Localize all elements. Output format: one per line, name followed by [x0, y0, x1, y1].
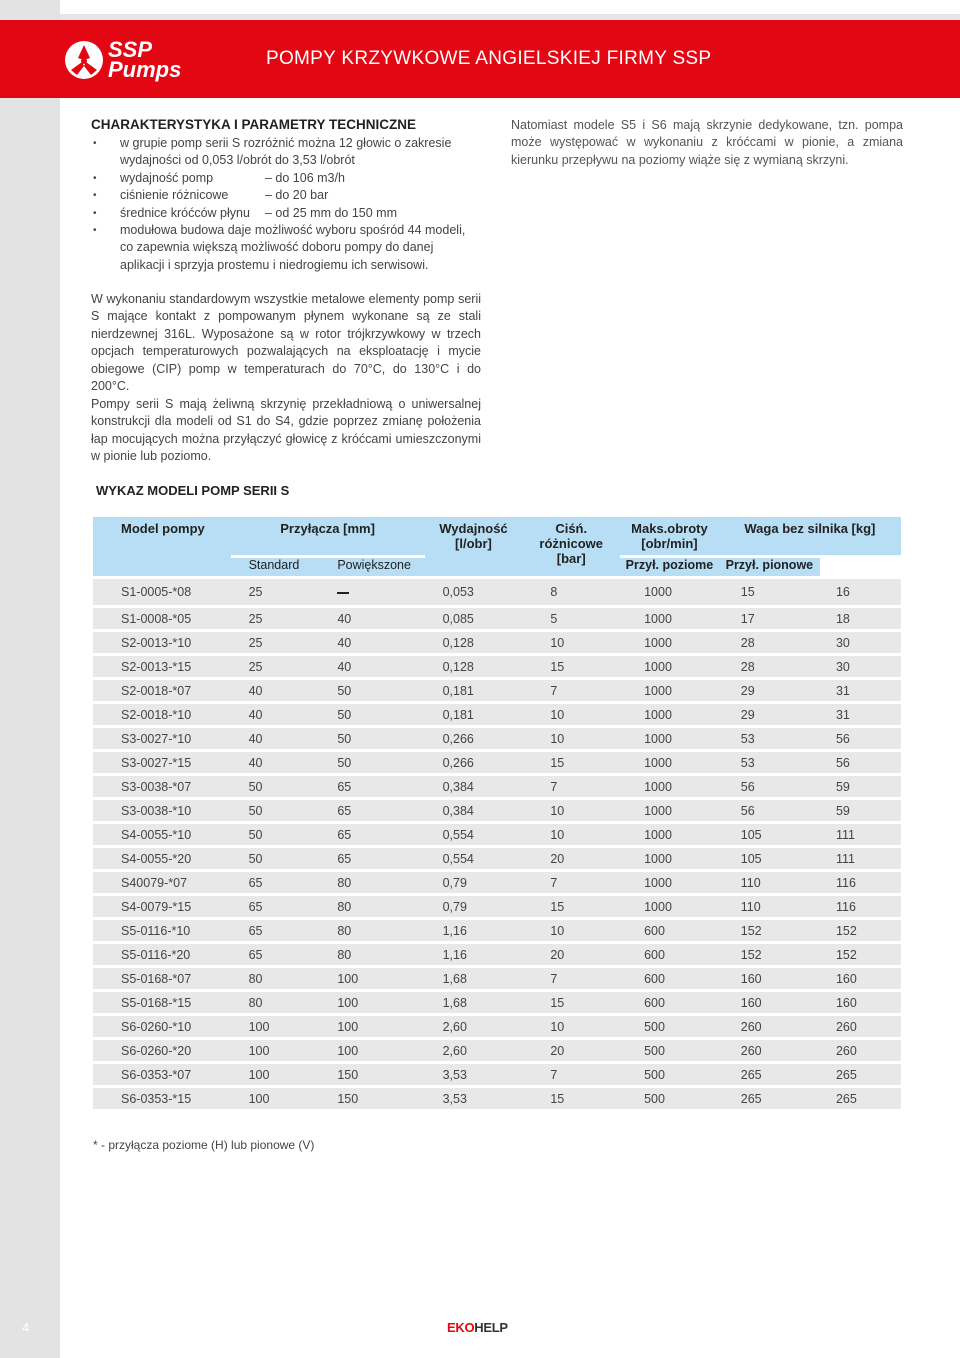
table-row	[93, 752, 901, 773]
spec-value: – do 106 m3/h	[265, 170, 345, 185]
cell-weight-horizontal: 160	[719, 992, 820, 1013]
logo-text-line1: SSP	[108, 37, 153, 62]
cell-standard: 80	[231, 968, 320, 989]
cell-model: S2-0013-*15	[93, 656, 231, 677]
table-row	[93, 1016, 901, 1037]
characteristics-title: CHARAKTERYSTYKA I PARAMETRY TECHNICZNE	[91, 117, 417, 132]
cell-pressure: 10	[522, 920, 620, 941]
paragraph-standard: W wykonaniu standardowym wszystkie metalowe elementy pomp serii S mające kontakt z pompowanym płynem wykonane są ze stali nierdzewnej 316L. Wyposażone są w rotor trójkrzywkowy w trzech opcjach temperaturowych pozwalających na eksploatację i mycie obiegowe (CIP) pomp w temperaturach do 70°C, do 130°C i do 200°C.	[91, 292, 481, 394]
ssp-pumps-logo	[64, 37, 194, 90]
cell-pressure: 8	[522, 579, 620, 605]
page-title: POMPY KRZYWKOWE ANGIELSKIEJ FIRMY SSP	[266, 48, 712, 69]
table-header-row	[93, 517, 901, 555]
cell-speed: 500	[620, 1016, 719, 1037]
table-row	[93, 704, 901, 725]
logo-text	[108, 37, 182, 82]
cell-weight-horizontal: 105	[719, 848, 820, 869]
cell-capacity: 0,384	[425, 800, 523, 821]
cell-weight-horizontal: 265	[719, 1064, 820, 1085]
cell-speed: 1000	[620, 776, 719, 797]
cell-model: S6-0260-*20	[93, 1040, 231, 1061]
cell-speed: 500	[620, 1040, 719, 1061]
cell-pressure: 15	[522, 656, 620, 677]
cell-enlarged: 150	[319, 1088, 424, 1109]
cell-speed: 500	[620, 1088, 719, 1109]
cell-speed: 1000	[620, 848, 719, 869]
ekohelp-logo	[447, 1320, 508, 1335]
cell-speed: 1000	[620, 608, 719, 629]
table-row	[93, 920, 901, 941]
cell-capacity: 0,181	[425, 704, 523, 725]
cell-model: S4-0079-*15	[93, 896, 231, 917]
list-item	[91, 187, 481, 204]
cell-model: S1-0008-*05	[93, 608, 231, 629]
cell-standard: 50	[231, 776, 320, 797]
cell-model: S5-0168-*07	[93, 968, 231, 989]
cell-standard: 40	[231, 704, 320, 725]
cell-standard: 25	[231, 579, 320, 605]
cell-weight-vertical: 18	[820, 608, 901, 629]
cell-model: S1-0005-*08	[93, 579, 231, 605]
cell-capacity: 0,053	[425, 579, 523, 605]
spec-text: w grupie pomp serii S rozróżnić można 12 głowic o zakresie wydajności od 0,053 l/obrót do 3,53 l/obrót	[120, 136, 452, 168]
table-row	[93, 944, 901, 965]
cell-standard: 50	[231, 800, 320, 821]
col-speed: Maks.obroty [obr/min]	[620, 517, 719, 555]
cell-weight-vertical: 31	[820, 704, 901, 725]
cell-weight-horizontal: 29	[719, 680, 820, 701]
cell-capacity: 0,085	[425, 608, 523, 629]
models-table	[93, 514, 901, 1112]
cell-enlarged: 150	[319, 1064, 424, 1085]
spec-value: – do 20 bar	[265, 188, 329, 203]
col-standard: Standard	[231, 558, 320, 576]
cell-standard: 40	[231, 752, 320, 773]
cell-enlarged: 100	[319, 1016, 424, 1037]
cell-enlarged: 40	[319, 608, 424, 629]
cell-weight-vertical: 56	[820, 752, 901, 773]
cell-model: S6-0353-*07	[93, 1064, 231, 1085]
table-row	[93, 1064, 901, 1085]
cell-standard: 50	[231, 848, 320, 869]
col-capacity: Wydajność [l/obr]	[425, 517, 523, 576]
logo-text-line2: Pumps	[108, 57, 182, 82]
cell-capacity: 0,384	[425, 776, 523, 797]
cell-pressure: 20	[522, 944, 620, 965]
cell-enlarged: 50	[319, 728, 424, 749]
cell-enlarged: 80	[319, 920, 424, 941]
list-item	[91, 205, 481, 222]
cell-standard: 40	[231, 728, 320, 749]
cell-speed: 1000	[620, 872, 719, 893]
cell-pressure: 20	[522, 848, 620, 869]
cell-pressure: 15	[522, 896, 620, 917]
left-sidebar-band	[0, 0, 60, 1358]
cell-weight-horizontal: 152	[719, 920, 820, 941]
cell-weight-horizontal: 110	[719, 872, 820, 893]
list-item	[91, 135, 481, 170]
cell-weight-vertical: 111	[820, 824, 901, 845]
cell-pressure: 5	[522, 608, 620, 629]
cell-capacity: 1,68	[425, 992, 523, 1013]
list-item	[91, 222, 481, 274]
cell-pressure: 10	[522, 1016, 620, 1037]
cell-capacity: 0,128	[425, 632, 523, 653]
cell-weight-vertical: 116	[820, 872, 901, 893]
cell-speed: 600	[620, 968, 719, 989]
cell-model: S2-0018-*10	[93, 704, 231, 725]
cell-standard: 100	[231, 1016, 320, 1037]
cell-weight-horizontal: 152	[719, 944, 820, 965]
cell-enlarged: 40	[319, 632, 424, 653]
cell-weight-vertical: 16	[820, 579, 901, 605]
cell-capacity: 0,79	[425, 872, 523, 893]
cell-weight-horizontal: 260	[719, 1016, 820, 1037]
cell-model: S6-0260-*10	[93, 1016, 231, 1037]
cell-weight-horizontal: 53	[719, 728, 820, 749]
table-row	[93, 680, 901, 701]
col-weight: Waga bez silnika [kg]	[719, 517, 901, 555]
col-weight-vertical: Przył. pionowe	[719, 558, 820, 576]
cell-standard: 65	[231, 944, 320, 965]
cell-enlarged: 65	[319, 800, 424, 821]
cell-enlarged: 100	[319, 968, 424, 989]
cell-weight-horizontal: 105	[719, 824, 820, 845]
list-item	[91, 170, 481, 187]
cell-weight-horizontal: 53	[719, 752, 820, 773]
table-row	[93, 1040, 901, 1061]
cell-model: S2-0018-*07	[93, 680, 231, 701]
ssp-pump-icon	[64, 40, 104, 80]
cell-standard: 25	[231, 632, 320, 653]
cell-enlarged: 80	[319, 896, 424, 917]
cell-speed: 600	[620, 992, 719, 1013]
cell-enlarged: 80	[319, 944, 424, 965]
col-enlarged: Powiększone	[319, 558, 424, 576]
cell-speed: 1000	[620, 752, 719, 773]
col-weight-horizontal: Przył. poziome	[620, 558, 719, 576]
cell-pressure: 15	[522, 992, 620, 1013]
cell-speed: 500	[620, 1064, 719, 1085]
cell-pressure: 7	[522, 968, 620, 989]
right-column-text: Natomiast modele S5 i S6 mają skrzynie dedykowane, tzn. pompa może występować w wykonaniu z króćcami w pionie, a zmiana kierunku przepływu na poziomy wiąże się z wymianą skrzyni.	[511, 118, 903, 167]
cell-pressure: 10	[522, 824, 620, 845]
cell-standard: 50	[231, 824, 320, 845]
cell-weight-vertical: 265	[820, 1064, 901, 1085]
cell-weight-horizontal: 56	[719, 800, 820, 821]
cell-capacity: 2,60	[425, 1016, 523, 1037]
cell-weight-horizontal: 56	[719, 776, 820, 797]
cell-model: S4-0055-*10	[93, 824, 231, 845]
cell-capacity: 0,266	[425, 728, 523, 749]
cell-enlarged: 100	[319, 1040, 424, 1061]
table-row	[93, 848, 901, 869]
table-row	[93, 728, 901, 749]
cell-pressure: 20	[522, 1040, 620, 1061]
cell-model: S6-0353-*15	[93, 1088, 231, 1109]
cell-standard: 80	[231, 992, 320, 1013]
cell-weight-vertical: 260	[820, 1016, 901, 1037]
cell-pressure: 7	[522, 680, 620, 701]
cell-weight-vertical: 152	[820, 920, 901, 941]
spec-label: ciśnienie różnicowe	[120, 188, 229, 203]
cell-capacity: 2,60	[425, 1040, 523, 1061]
cell-weight-vertical: 160	[820, 968, 901, 989]
cell-speed: 1000	[620, 656, 719, 677]
cell-weight-vertical: 152	[820, 944, 901, 965]
cell-standard: 65	[231, 920, 320, 941]
models-title: WYKAZ MODELI POMP SERII S	[96, 483, 290, 498]
cell-speed: 1000	[620, 680, 719, 701]
cell-weight-horizontal: 29	[719, 704, 820, 725]
table-row	[93, 992, 901, 1013]
cell-enlarged: 100	[319, 992, 424, 1013]
cell-pressure: 10	[522, 704, 620, 725]
cell-speed: 1000	[620, 704, 719, 725]
cell-pressure: 10	[522, 728, 620, 749]
table-row	[93, 968, 901, 989]
table-row	[93, 656, 901, 677]
cell-model: S3-0038-*07	[93, 776, 231, 797]
cell-weight-vertical: 30	[820, 656, 901, 677]
cell-enlarged: 50	[319, 752, 424, 773]
cell-standard: 100	[231, 1040, 320, 1061]
dash-icon	[337, 592, 349, 594]
cell-weight-vertical: 116	[820, 896, 901, 917]
cell-pressure: 7	[522, 776, 620, 797]
cell-capacity: 3,53	[425, 1088, 523, 1109]
col-model: Model pompy	[93, 517, 231, 576]
cell-model: S5-0116-*20	[93, 944, 231, 965]
top-strip	[60, 0, 960, 14]
cell-standard: 40	[231, 680, 320, 701]
cell-capacity: 0,554	[425, 848, 523, 869]
ekohelp-logo-dark: HELP	[474, 1320, 508, 1335]
cell-weight-vertical: 59	[820, 800, 901, 821]
cell-weight-horizontal: 160	[719, 968, 820, 989]
cell-weight-horizontal: 265	[719, 1088, 820, 1109]
cell-weight-vertical: 31	[820, 680, 901, 701]
cell-speed: 1000	[620, 728, 719, 749]
paragraph-gearbox: Pompy serii S mają żeliwną skrzynię przekładniową o uniwersalnej konstrukcji dla modeli od S1 do S4, gdzie poprzez zmianę położenia łap mocujących można przyłączyć głowicę z króćcami umieszczonymi w pionie lub poziomo.	[91, 397, 481, 464]
table-row	[93, 824, 901, 845]
cell-capacity: 0,266	[425, 752, 523, 773]
cell-capacity: 3,53	[425, 1064, 523, 1085]
spec-label: wydajność pomp	[120, 170, 214, 185]
cell-speed: 600	[620, 944, 719, 965]
table-row	[93, 872, 901, 893]
cell-weight-horizontal: 17	[719, 608, 820, 629]
cell-speed: 1000	[620, 579, 719, 605]
col-connections: Przyłącza [mm]	[231, 517, 425, 555]
table-row	[93, 1088, 901, 1109]
cell-enlarged: 65	[319, 776, 424, 797]
cell-standard: 100	[231, 1088, 320, 1109]
cell-weight-horizontal: 110	[719, 896, 820, 917]
cell-pressure: 15	[522, 1088, 620, 1109]
table-row	[93, 800, 901, 821]
cell-enlarged: 65	[319, 824, 424, 845]
cell-weight-vertical: 265	[820, 1088, 901, 1109]
cell-pressure: 7	[522, 1064, 620, 1085]
cell-weight-vertical: 111	[820, 848, 901, 869]
cell-pressure: 15	[522, 752, 620, 773]
table-row	[93, 632, 901, 653]
cell-standard: 25	[231, 656, 320, 677]
cell-capacity: 1,68	[425, 968, 523, 989]
cell-capacity: 1,16	[425, 944, 523, 965]
cell-weight-horizontal: 28	[719, 656, 820, 677]
cell-weight-horizontal: 15	[719, 579, 820, 605]
cell-model: S3-0027-*10	[93, 728, 231, 749]
cell-capacity: 0,554	[425, 824, 523, 845]
cell-speed: 1000	[620, 632, 719, 653]
footnote: * - przyłącza poziome (H) lub pionowe (V)	[93, 1138, 315, 1152]
col-pressure: Ciśń. różnicowe [bar]	[522, 517, 620, 576]
cell-enlarged: 50	[319, 680, 424, 701]
cell-pressure: 7	[522, 872, 620, 893]
cell-pressure: 10	[522, 800, 620, 821]
cell-enlarged	[319, 579, 424, 605]
characteristics-list	[91, 135, 481, 274]
table-row	[93, 608, 901, 629]
cell-enlarged: 40	[319, 656, 424, 677]
cell-enlarged: 80	[319, 872, 424, 893]
cell-pressure: 10	[522, 632, 620, 653]
spec-value: – od 25 mm do 150 mm	[265, 205, 398, 220]
cell-model: S2-0013-*10	[93, 632, 231, 653]
ekohelp-logo-red: EKO	[447, 1320, 475, 1335]
cell-weight-vertical: 260	[820, 1040, 901, 1061]
models-table-body	[93, 579, 901, 1109]
cell-speed: 1000	[620, 800, 719, 821]
cell-enlarged: 65	[319, 848, 424, 869]
cell-enlarged: 50	[319, 704, 424, 725]
cell-standard: 65	[231, 896, 320, 917]
spec-label: średnice króćców płynu	[120, 205, 250, 220]
cell-model: S3-0038-*10	[93, 800, 231, 821]
cell-model: S3-0027-*15	[93, 752, 231, 773]
spec-text: modułowa budowa daje możliwość wyboru spośród 44 modeli, co zapewnia większą możliwość doboru pompy do danej aplikacji i sprzyja prostemu i niedrogiemu ich serwisowi.	[120, 223, 466, 272]
cell-weight-vertical: 59	[820, 776, 901, 797]
page-number: 4	[22, 1320, 30, 1335]
cell-model: S5-0116-*10	[93, 920, 231, 941]
cell-weight-vertical: 56	[820, 728, 901, 749]
cell-capacity: 0,181	[425, 680, 523, 701]
table-row	[93, 896, 901, 917]
cell-standard: 100	[231, 1064, 320, 1085]
cell-weight-horizontal: 28	[719, 632, 820, 653]
cell-speed: 1000	[620, 896, 719, 917]
table-row	[93, 579, 901, 605]
cell-capacity: 0,79	[425, 896, 523, 917]
cell-standard: 25	[231, 608, 320, 629]
cell-standard: 65	[231, 872, 320, 893]
cell-speed: 1000	[620, 824, 719, 845]
cell-speed: 600	[620, 920, 719, 941]
cell-model: S5-0168-*15	[93, 992, 231, 1013]
cell-capacity: 0,128	[425, 656, 523, 677]
cell-model: S4-0055-*20	[93, 848, 231, 869]
cell-capacity: 1,16	[425, 920, 523, 941]
cell-weight-vertical: 30	[820, 632, 901, 653]
cell-model: S40079-*07	[93, 872, 231, 893]
cell-weight-vertical: 160	[820, 992, 901, 1013]
cell-weight-horizontal: 260	[719, 1040, 820, 1061]
table-row	[93, 776, 901, 797]
